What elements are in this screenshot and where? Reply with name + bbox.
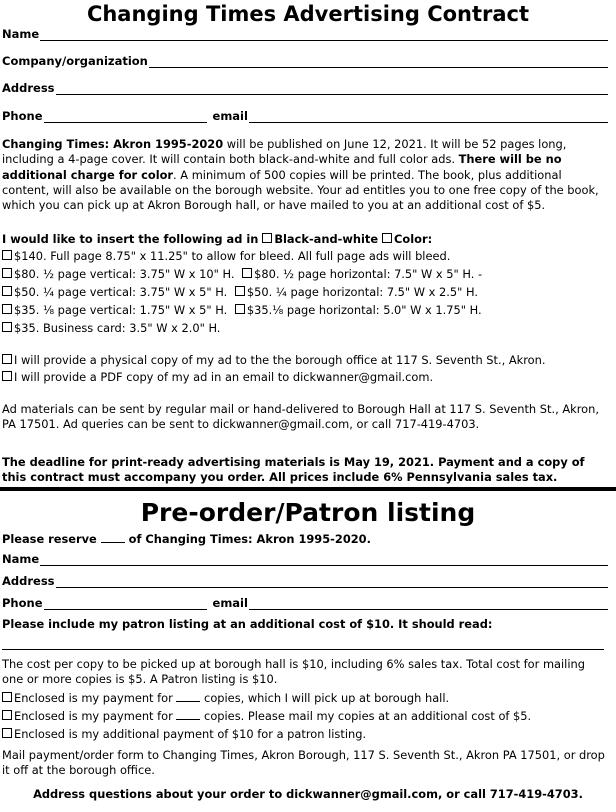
preorder-email-line[interactable] — [249, 598, 608, 610]
intro-lead: Changing Times: Akron 1995-2020 — [2, 137, 224, 151]
mail-to-paragraph: Mail payment/order form to Changing Times, Akron Borough, 117 S. Seventh St., Akron PA 17501, or drop it off at the borough office. — [2, 748, 605, 777]
intro-text-2: . A minimum of 500 copies will be printed. The book, plus additional content, will also be available on the borough website. Your ad entitles you to one free copy of the book, which you can pick up at Akron Borough hall, or have mailed to you at an additional cost of $5. — [2, 167, 599, 213]
email-line[interactable] — [249, 111, 608, 123]
company-label: Company/organization — [2, 54, 148, 68]
mail-quantity-blank[interactable] — [176, 710, 200, 720]
business-card-label: $35. Business card: 3.5" W x 2.0" H. — [14, 321, 221, 335]
preorder-name-field[interactable] — [2, 552, 608, 566]
intro-text-1: will be published on June 12, 2021. It will be 52 pages long, including a 4-page cover. It will contain both black-and-white and full color ads. — [2, 137, 567, 167]
half-horizontal-label: $80. ½ page horizontal: 7.5" W x 5" H. - — [254, 267, 483, 281]
half-horizontal-checkbox[interactable] — [242, 268, 252, 278]
insert-prefix: I would like to insert the following ad in — [2, 232, 263, 246]
physical-copy-label: I will provide a physical copy of my ad to the the borough office at 117 S. Seventh St., Akron. — [14, 353, 546, 367]
phone-line[interactable] — [44, 111, 207, 123]
insert-line — [2, 232, 432, 247]
preorder-address-field[interactable] — [2, 574, 608, 588]
materials-paragraph: Ad materials can be sent by regular mail or hand-delivered to Borough Hall at 117 S. Seventh St., Akron, PA 17501. Ad queries can be sent to dickwanner@gmail.com, or call 717-419-4703. — [2, 402, 599, 432]
business-card-checkbox[interactable] — [2, 322, 12, 332]
pickup-quantity-blank[interactable] — [176, 692, 200, 702]
eighth-vertical-label: $35. ⅛ page vertical: 1.75" W x 5" H. — [14, 303, 228, 317]
physical-copy-checkbox[interactable] — [2, 354, 12, 364]
address-line[interactable] — [56, 83, 608, 95]
questions-line: Address questions about your order to dickwanner@gmail.com, or call 717-419-4703. — [33, 787, 583, 801]
enclosed-mail-prefix: Enclosed is my payment for — [14, 709, 177, 723]
eighth-horizontal-checkbox[interactable] — [235, 304, 245, 314]
color-checkbox[interactable] — [382, 233, 392, 243]
reserve-quantity-blank[interactable] — [101, 533, 125, 543]
quarter-vertical-checkbox[interactable] — [2, 286, 12, 296]
full-page-checkbox[interactable] — [2, 250, 12, 260]
bw-label: Black-and-white — [274, 232, 383, 246]
bw-checkbox[interactable] — [262, 233, 272, 243]
address-field[interactable] — [2, 81, 608, 95]
reserve-suffix: of Changing Times: Akron 1995-2020. — [124, 532, 371, 546]
ad-option-half — [2, 267, 482, 282]
ad-option-eighth — [2, 303, 482, 318]
ad-option-full — [2, 249, 450, 264]
preorder-email-label: email — [212, 596, 248, 610]
enclosed-patron-label: Enclosed is my additional payment of $10 for a patron listing. — [14, 727, 367, 741]
company-field[interactable] — [2, 54, 608, 68]
preorder-phone-line[interactable] — [44, 598, 207, 610]
full-page-label: $140. Full page 8.75" x 11.25" to allow for bleed. All full page ads will bleed. — [14, 249, 451, 263]
reserve-prefix: Please reserve — [2, 532, 101, 546]
quarter-vertical-label: $50. ¼ page vertical: 3.75" W x 5" H. — [14, 285, 228, 299]
email-label: email — [212, 109, 248, 123]
enclosed-pickup-option — [2, 691, 449, 706]
phone-label: Phone — [2, 109, 43, 123]
enclosed-patron-checkbox[interactable] — [2, 728, 12, 738]
preorder-title: Pre-order/Patron listing — [140, 498, 476, 527]
pdf-copy-label: I will provide a PDF copy of my ad in an email to dickwanner@gmail.com. — [14, 370, 434, 384]
eighth-horizontal-label: $35.⅛ page horizontal: 5.0" W x 1.75" H. — [246, 303, 482, 317]
quarter-horizontal-checkbox[interactable] — [235, 286, 245, 296]
enclosed-mail-suffix: copies. Please mail my copies at an additional cost of $5. — [200, 709, 532, 723]
deadline-paragraph: The deadline for print-ready advertising materials is May 19, 2021. Payment and a copy of this contract must accompany you order. All prices include 6% Pennsylvania sales tax. — [2, 455, 585, 485]
quarter-horizontal-label: $50. ¼ page horizontal: 7.5" W x 2.5" H. — [246, 285, 478, 299]
enclosed-patron-option — [2, 727, 366, 742]
provide-physical-option — [2, 353, 546, 368]
section-divider — [0, 487, 616, 491]
enclosed-pickup-checkbox[interactable] — [2, 692, 12, 702]
intro-paragraph — [2, 137, 608, 213]
reserve-line — [2, 532, 371, 547]
patron-listing-line[interactable] — [2, 648, 604, 650]
preorder-phone-email-field[interactable] — [2, 596, 608, 610]
enclosed-pickup-prefix: Enclosed is my payment for — [14, 691, 177, 705]
enclosed-mail-checkbox[interactable] — [2, 710, 12, 720]
name-field[interactable] — [2, 27, 608, 41]
ad-option-quarter — [2, 285, 478, 300]
enclosed-pickup-suffix: copies, which I will pick up at borough hall. — [200, 691, 450, 705]
color-label: Color: — [394, 232, 433, 246]
eighth-vertical-checkbox[interactable] — [2, 304, 12, 314]
half-vertical-checkbox[interactable] — [2, 268, 12, 278]
provide-pdf-option — [2, 370, 433, 385]
phone-email-field[interactable] — [2, 109, 608, 123]
contract-title: Changing Times Advertising Contract — [86, 2, 530, 26]
pdf-copy-checkbox[interactable] — [2, 371, 12, 381]
patron-prompt: Please include my patron listing at an additional cost of $10. It should read: — [2, 617, 493, 631]
ad-option-card — [2, 321, 220, 336]
preorder-name-label: Name — [2, 552, 40, 566]
preorder-address-line[interactable] — [56, 576, 608, 588]
intro-bold-2: There will be no additional charge for color — [2, 152, 562, 182]
enclosed-mail-option — [2, 709, 531, 724]
preorder-phone-label: Phone — [2, 596, 43, 610]
company-line[interactable] — [149, 56, 608, 68]
preorder-address-label: Address — [2, 574, 55, 588]
name-label: Name — [2, 27, 40, 41]
half-vertical-label: $80. ½ page vertical: 3.75" W x 10" H. — [14, 267, 235, 281]
cost-paragraph: The cost per copy to be picked up at borough hall is $10, including 6% sales tax. Total cost for mailing one or more copies is $5. A Patron listing is $10. — [2, 657, 585, 686]
address-label: Address — [2, 81, 55, 95]
preorder-name-line[interactable] — [40, 554, 608, 566]
name-line[interactable] — [40, 29, 608, 41]
